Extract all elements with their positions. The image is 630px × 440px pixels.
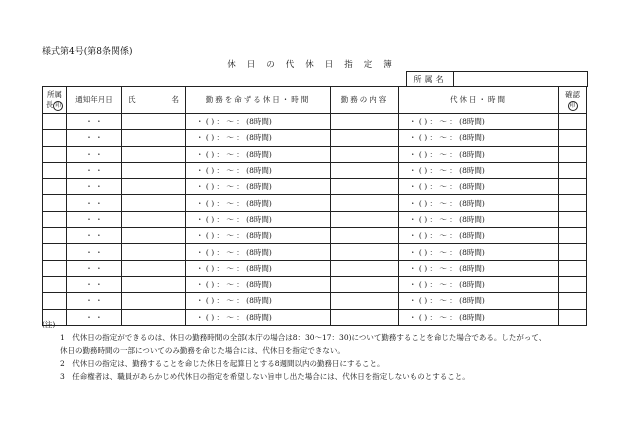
header-name xyxy=(122,87,186,114)
notify-date-cell[interactable]: ・ ・ xyxy=(67,276,122,292)
table-row xyxy=(43,114,587,130)
notify-date-cell[interactable]: ・ ・ xyxy=(67,228,122,244)
work-datetime-cell[interactable]: ・ ( ) ： 〜 ： (8時間) xyxy=(186,228,331,244)
table-row xyxy=(43,276,587,292)
name-cell[interactable] xyxy=(122,211,186,227)
work-datetime-cell[interactable]: ・ ( ) ： 〜 ： (8時間) xyxy=(186,293,331,309)
name-cell[interactable] xyxy=(122,130,186,146)
work-content-cell[interactable] xyxy=(331,228,399,244)
name-cell[interactable] xyxy=(122,244,186,260)
table-row xyxy=(43,293,587,309)
header-confirm-label: 確認 xyxy=(565,89,580,99)
work-datetime-cell[interactable]: ・ ( ) ： 〜 ： (8時間) xyxy=(186,244,331,260)
header-notify-date: 通知年月日 xyxy=(67,87,122,114)
comp-datetime-cell[interactable]: ・ ( ) ： 〜 ： (8時間) xyxy=(399,244,559,260)
work-datetime-cell[interactable]: ・ ( ) ： 〜 ： (8時間) xyxy=(186,130,331,146)
header-name-right: 名 xyxy=(171,95,179,104)
document-title: 休日の代休日指定簿 xyxy=(227,60,403,70)
approver-cell[interactable] xyxy=(43,114,67,130)
notify-date-cell[interactable]: ・ ・ xyxy=(67,244,122,260)
work-content-cell[interactable] xyxy=(331,260,399,276)
comp-datetime-cell[interactable]: ・ ( ) ： 〜 ： (8時間) xyxy=(399,276,559,292)
confirm-cell[interactable] xyxy=(559,162,587,178)
notify-date-cell[interactable]: ・ ・ xyxy=(67,130,122,146)
notify-date-cell[interactable]: ・ ・ xyxy=(67,146,122,162)
confirm-cell[interactable] xyxy=(559,211,587,227)
name-cell[interactable] xyxy=(122,195,186,211)
name-cell[interactable] xyxy=(122,228,186,244)
notify-date-cell[interactable]: ・ ・ xyxy=(67,211,122,227)
comp-datetime-cell[interactable]: ・ ( ) ： 〜 ： (8時間) xyxy=(399,211,559,227)
confirm-cell[interactable] xyxy=(559,228,587,244)
header-work-content: 勤務の内容 xyxy=(331,87,399,114)
designation-table xyxy=(42,86,587,326)
approver-cell[interactable] xyxy=(43,195,67,211)
notify-date-cell[interactable]: ・ ・ xyxy=(67,260,122,276)
header-confirm xyxy=(559,87,587,114)
approver-cell[interactable] xyxy=(43,162,67,178)
comp-datetime-cell[interactable]: ・ ( ) ： 〜 ： (8時間) xyxy=(399,130,559,146)
notes-section xyxy=(42,318,602,383)
work-datetime-cell[interactable]: ・ ( ) ： 〜 ： (8時間) xyxy=(186,195,331,211)
work-datetime-cell[interactable]: ・ ( ) ： 〜 ： (8時間) xyxy=(186,309,331,325)
notify-date-cell[interactable]: ・ ・ xyxy=(67,293,122,309)
comp-datetime-cell[interactable]: ・ ( ) ： 〜 ： (8時間) xyxy=(399,146,559,162)
confirm-cell[interactable] xyxy=(559,293,587,309)
confirm-cell[interactable] xyxy=(559,276,587,292)
work-content-cell[interactable] xyxy=(331,162,399,178)
header-approver-suffix: 長 xyxy=(45,99,54,109)
table-row xyxy=(43,195,587,211)
note-item-1-cont: 休日の勤務時間の一部についてのみ勤務を命じた場合には、代休日を指定できない。 xyxy=(60,346,345,355)
work-content-cell[interactable] xyxy=(331,276,399,292)
notify-date-cell[interactable]: ・ ・ xyxy=(67,162,122,178)
work-content-cell[interactable] xyxy=(331,146,399,162)
comp-datetime-cell[interactable]: ・ ( ) ： 〜 ： (8時間) xyxy=(399,195,559,211)
work-datetime-cell[interactable]: ・ ( ) ： 〜 ： (8時間) xyxy=(186,211,331,227)
work-content-cell[interactable] xyxy=(331,195,399,211)
note-item-2: 2 代休日の指定は、勤務することを命じた休日を起算日とする8週間以内の勤務日にすること。 xyxy=(60,359,385,368)
table-row xyxy=(43,211,587,227)
work-content-cell[interactable] xyxy=(331,179,399,195)
table-row xyxy=(43,146,587,162)
department-label: 所属名 xyxy=(407,72,454,86)
header-name-left: 氏 xyxy=(128,95,136,104)
approver-cell[interactable] xyxy=(43,146,67,162)
work-datetime-cell[interactable]: ・ ( ) ： 〜 ： (8時間) xyxy=(186,146,331,162)
comp-datetime-cell[interactable]: ・ ( ) ： 〜 ： (8時間) xyxy=(399,114,559,130)
confirm-cell[interactable] xyxy=(559,195,587,211)
comp-datetime-cell[interactable]: ・ ( ) ： 〜 ： (8時間) xyxy=(399,228,559,244)
notify-date-cell[interactable]: ・ ・ xyxy=(67,195,122,211)
name-cell[interactable] xyxy=(122,146,186,162)
table-header-row xyxy=(43,87,587,114)
approver-cell[interactable] xyxy=(43,260,67,276)
approver-cell[interactable] xyxy=(43,228,67,244)
comp-datetime-cell[interactable]: ・ ( ) ： 〜 ： (8時間) xyxy=(399,293,559,309)
name-cell[interactable] xyxy=(122,260,186,276)
comp-datetime-cell[interactable]: ・ ( ) ： 〜 ： (8時間) xyxy=(399,179,559,195)
table-row xyxy=(43,228,587,244)
comp-datetime-cell[interactable]: ・ ( ) ： 〜 ： (8時間) xyxy=(399,162,559,178)
work-content-cell[interactable] xyxy=(331,211,399,227)
confirm-cell[interactable] xyxy=(559,244,587,260)
table-row xyxy=(43,260,587,276)
name-cell[interactable] xyxy=(122,293,186,309)
note-item-1: 1 代休日の指定ができるのは、休日の勤務時間の全部(本庁の場合は8：30〜17：30)について勤務することを命じた場合である。したがって、 xyxy=(60,333,547,342)
header-work-datetime: 勤務を命ずる休日・時間 xyxy=(186,87,331,114)
work-content-cell[interactable] xyxy=(331,244,399,260)
work-datetime-cell[interactable]: ・ ( ) ： 〜 ： (8時間) xyxy=(186,179,331,195)
name-cell[interactable] xyxy=(122,179,186,195)
notify-date-cell[interactable]: ・ ・ xyxy=(67,309,122,325)
header-approver-label: 所属 xyxy=(47,89,62,99)
confirm-seal-mark: 印 xyxy=(569,101,576,109)
work-content-cell[interactable] xyxy=(331,114,399,130)
table-row xyxy=(43,162,587,178)
name-cell[interactable] xyxy=(122,162,186,178)
comp-datetime-cell[interactable]: ・ ( ) ： 〜 ： (8時間) xyxy=(399,260,559,276)
form-number: 様式第4号(第8条関係) xyxy=(42,47,133,57)
approver-cell[interactable] xyxy=(43,293,67,309)
name-cell[interactable] xyxy=(122,276,186,292)
confirm-cell[interactable] xyxy=(559,114,587,130)
name-cell[interactable] xyxy=(122,114,186,130)
comp-datetime-cell[interactable]: ・ ( ) ： 〜 ： (8時間) xyxy=(399,309,559,325)
work-content-cell[interactable] xyxy=(331,130,399,146)
confirm-cell[interactable] xyxy=(559,146,587,162)
header-comp-datetime: 代休日・時間 xyxy=(399,87,559,114)
notify-date-cell[interactable]: ・ ・ xyxy=(67,114,122,130)
work-datetime-cell[interactable]: ・ ( ) ： 〜 ： (8時間) xyxy=(186,114,331,130)
seal-mark: 印 xyxy=(55,101,62,109)
table-row xyxy=(43,179,587,195)
notify-date-cell[interactable]: ・ ・ xyxy=(67,179,122,195)
approver-cell[interactable] xyxy=(43,130,67,146)
notes-heading: (注) xyxy=(42,320,56,329)
work-content-cell[interactable] xyxy=(331,293,399,309)
work-datetime-cell[interactable]: ・ ( ) ： 〜 ： (8時間) xyxy=(186,162,331,178)
approver-cell[interactable] xyxy=(43,244,67,260)
work-datetime-cell[interactable]: ・ ( ) ： 〜 ： (8時間) xyxy=(186,260,331,276)
confirm-cell[interactable] xyxy=(559,260,587,276)
approver-cell[interactable] xyxy=(43,179,67,195)
table-row xyxy=(43,130,587,146)
confirm-cell[interactable] xyxy=(559,130,587,146)
approver-cell[interactable] xyxy=(43,276,67,292)
confirm-cell[interactable] xyxy=(559,179,587,195)
approver-cell[interactable] xyxy=(43,211,67,227)
department-box xyxy=(406,71,588,87)
work-datetime-cell[interactable]: ・ ( ) ： 〜 ： (8時間) xyxy=(186,276,331,292)
header-approver xyxy=(43,87,67,114)
department-field[interactable] xyxy=(454,72,587,86)
note-item-3: 3 任命権者は、職員があらかじめ代休日の指定を希望しない旨申し出た場合には、代休日を指定しないものとすること。 xyxy=(60,372,470,381)
table-row xyxy=(43,244,587,260)
